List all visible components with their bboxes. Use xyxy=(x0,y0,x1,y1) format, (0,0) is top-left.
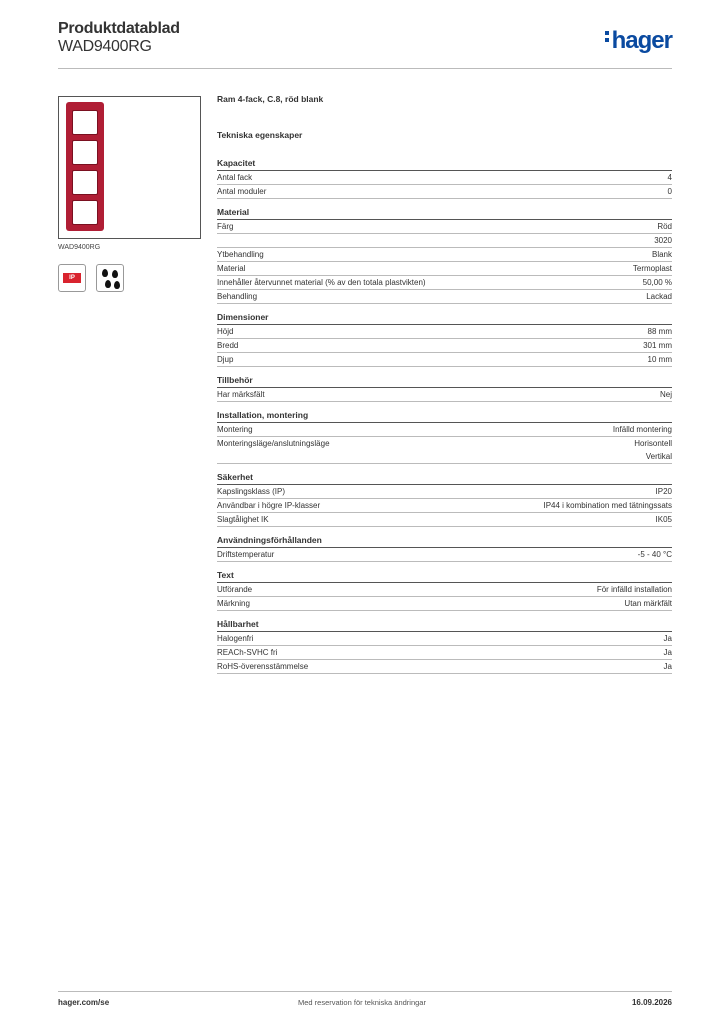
spec-row xyxy=(217,597,672,611)
spec-row xyxy=(217,548,672,562)
spec-row xyxy=(217,185,672,199)
spec-key: Märkning xyxy=(217,599,250,608)
footer-disclaimer: Med reservation för tekniska ändringar xyxy=(298,998,426,1007)
spec-row xyxy=(217,220,672,234)
drop-icon xyxy=(102,269,108,277)
header-divider xyxy=(58,68,672,69)
spec-key xyxy=(217,234,654,247)
spec-key: Bredd xyxy=(217,341,239,350)
spec-value: IK05 xyxy=(655,515,672,524)
spec-row xyxy=(217,234,672,248)
spec-value: Horisontell Vertikal xyxy=(634,439,672,461)
spec-row xyxy=(217,290,672,304)
spec-key: Utförande xyxy=(217,585,253,594)
spec-key: Antal moduler xyxy=(217,187,267,196)
section-title: Hållbarhet xyxy=(217,618,672,632)
spec-value: Ja xyxy=(663,662,672,671)
hager-logo xyxy=(605,27,672,55)
logo-dots-icon xyxy=(605,28,610,45)
spec-section xyxy=(217,618,672,674)
spec-content xyxy=(217,94,672,681)
spec-key: Innehåller återvunnet material (% av den totala plastvikten) xyxy=(217,278,426,287)
red-frame-icon xyxy=(66,102,104,231)
spec-row xyxy=(217,660,672,674)
section-title: Säkerhet xyxy=(217,471,672,485)
header-product-code: WAD9400RG xyxy=(58,38,152,55)
footer-divider xyxy=(58,991,672,992)
spec-section xyxy=(217,534,672,562)
spec-row xyxy=(217,353,672,367)
water-drops-badge xyxy=(96,264,124,292)
spec-row xyxy=(217,248,672,262)
spec-value: Blank xyxy=(651,250,672,259)
spec-value: Lackad xyxy=(646,292,672,301)
spec-value: För infälld installation xyxy=(596,585,672,594)
ip-rating-badge xyxy=(58,264,86,292)
spec-value: 88 mm xyxy=(647,327,672,336)
spec-value: Infälld montering xyxy=(612,425,672,434)
section-title: Material xyxy=(217,206,672,220)
product-name: Ram 4-fack, C.8, röd blank xyxy=(217,94,324,104)
spec-key: Monteringsläge/anslutningsläge xyxy=(217,439,330,448)
spec-section xyxy=(217,409,672,464)
spec-value: -5 - 40 °C xyxy=(637,550,672,559)
drop-icon xyxy=(112,270,118,278)
spec-value: IP20 xyxy=(655,487,672,496)
spec-row xyxy=(217,171,672,185)
spec-row xyxy=(217,499,672,513)
section-title: Text xyxy=(217,569,672,583)
spec-row xyxy=(217,632,672,646)
spec-value: 3020 xyxy=(654,236,672,245)
product-image xyxy=(58,96,201,239)
spec-row xyxy=(217,276,672,290)
spec-section xyxy=(217,157,672,199)
spec-key: Behandling xyxy=(217,292,258,301)
spec-key: Höjd xyxy=(217,327,234,336)
spec-key: Montering xyxy=(217,425,253,434)
spec-value: 4 xyxy=(667,173,672,182)
spec-key: RoHS-överensstämmelse xyxy=(217,662,309,671)
spec-row xyxy=(217,325,672,339)
section-title: Kapacitet xyxy=(217,157,672,171)
spec-section xyxy=(217,569,672,611)
spec-row xyxy=(217,583,672,597)
spec-key: Ytbehandling xyxy=(217,250,264,259)
spec-key: Användbar i högre IP-klasser xyxy=(217,501,321,510)
footer-website[interactable]: hager.com/se xyxy=(58,998,110,1007)
logo-text: hager xyxy=(611,27,672,54)
spec-section xyxy=(217,374,672,402)
ip-chip-icon: IP xyxy=(63,273,81,283)
drop-icon xyxy=(105,280,111,288)
spec-value: Ja xyxy=(663,648,672,657)
product-image-caption: WAD9400RG xyxy=(58,244,101,251)
section-title: Dimensioner xyxy=(217,311,672,325)
spec-value: 301 mm xyxy=(643,341,672,350)
spec-key: Har märksfält xyxy=(217,390,265,399)
spec-row xyxy=(217,423,672,437)
spec-key: REACh-SVHC fri xyxy=(217,648,278,657)
spec-row xyxy=(217,262,672,276)
spec-value: IP44 i kombination med tätningssats xyxy=(543,501,672,510)
spec-value: Nej xyxy=(659,390,672,399)
spec-key: Halogenfri xyxy=(217,634,254,643)
spec-key: Djup xyxy=(217,355,234,364)
drop-icon xyxy=(114,281,120,289)
spec-key: Material xyxy=(217,264,246,273)
spec-key: Färg xyxy=(217,222,234,231)
spec-key: Driftstemperatur xyxy=(217,550,275,559)
spec-value: Termoplast xyxy=(632,264,672,273)
spec-key: Slagtålighet IK xyxy=(217,515,269,524)
tech-properties-title: Tekniska egenskaper xyxy=(217,130,303,140)
spec-row xyxy=(217,513,672,527)
spec-row xyxy=(217,339,672,353)
section-title: Användningsförhållanden xyxy=(217,534,672,548)
spec-section xyxy=(217,311,672,367)
spec-section xyxy=(217,206,672,304)
spec-value: Röd xyxy=(657,222,672,231)
spec-section xyxy=(217,471,672,527)
header-title: Produktdatablad xyxy=(58,20,180,37)
spec-row xyxy=(217,437,672,464)
spec-key: Kapslingsklass (IP) xyxy=(217,487,286,496)
spec-value: 50,00 % xyxy=(642,278,672,287)
spec-key: Antal fack xyxy=(217,173,253,182)
section-title: Installation, montering xyxy=(217,409,672,423)
spec-sections xyxy=(217,157,672,674)
spec-value: 10 mm xyxy=(647,355,672,364)
spec-value: Ja xyxy=(663,634,672,643)
footer-date: 16.09.2026 xyxy=(631,998,672,1007)
spec-value: 0 xyxy=(667,187,672,196)
spec-value: Utan märkfält xyxy=(624,599,672,608)
section-title: Tillbehör xyxy=(217,374,672,388)
spec-row xyxy=(217,485,672,499)
spec-row xyxy=(217,646,672,660)
spec-row xyxy=(217,388,672,402)
